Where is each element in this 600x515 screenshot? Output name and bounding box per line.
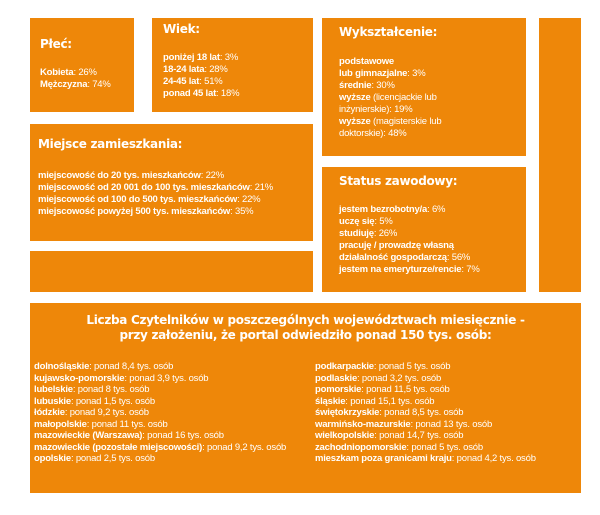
readers-title-line: przy założeniu, że portal odwiedziło ponad 150 tys. osób: — [119, 328, 492, 342]
residence-title: Miejsce zamieszkania: — [38, 137, 183, 151]
employment-label: uczę się — [339, 216, 375, 227]
region-value: ponad 5 tys. osób — [378, 361, 451, 372]
residence-value: 35% — [235, 206, 254, 217]
list-item: opolskie: ponad 2,5 tys. osób — [34, 453, 155, 464]
region-value: ponad 4,2 tys. osób — [456, 453, 536, 464]
region-value: ponad 3,9 tys. osób — [129, 372, 209, 384]
employment-value: 5% — [379, 216, 393, 227]
readers-title — [30, 313, 581, 343]
region-value: ponad 15,1 tys. osób — [350, 395, 435, 407]
residence-value: 22% — [242, 194, 261, 205]
education-label: średnie — [339, 80, 372, 91]
region-value: ponad 5 tys. osób — [411, 441, 483, 453]
list-item: podlaskie: ponad 3,2 tys. osób — [315, 372, 442, 384]
employment-value: 7% — [466, 264, 480, 275]
employment-row: jestem na emeryturze/rencie: 7% — [339, 264, 480, 275]
age-value: 18% — [220, 88, 240, 99]
employment-title: Status zawodowy: — [339, 174, 458, 188]
education-row: średnie: 30% — [339, 80, 395, 91]
education-row — [339, 92, 437, 104]
education-label: lub gimnazjalne — [339, 68, 408, 79]
list-item: wielkopolskie: ponad 14,7 tys. osób — [315, 430, 464, 441]
region-value: ponad 9,2 tys. osób — [206, 441, 287, 453]
readers-title-line: Liczba Czytelników w poszczególnych województwach miesięcznie - — [86, 313, 525, 327]
readers-right-list — [315, 361, 536, 465]
education-label: wyższe — [339, 116, 371, 127]
region-value: ponad 11,5 tys. osób — [366, 384, 450, 395]
list-item: podkarpackie: ponad 5 tys. osób — [315, 361, 451, 372]
region-label: dolnośląskie — [34, 361, 90, 372]
gender-label: Kobieta — [40, 67, 74, 78]
residence-label: miejscowość od 100 do 500 tys. mieszkańców — [38, 194, 238, 205]
age-panel — [152, 18, 313, 112]
employment-label: pracuję / prowadzę własną — [339, 240, 454, 251]
employment-label: jestem bezrobotny/a — [339, 204, 428, 215]
employment-value: 6% — [431, 204, 446, 215]
region-label: opolskie — [34, 453, 71, 464]
education-value: doktorskie): 48% — [339, 128, 407, 139]
region-value: ponad 16 tys. osób — [147, 430, 224, 441]
region-label: pomorskie — [315, 384, 362, 395]
residence-label: miejscowość powyżej 500 tys. mieszkańców — [38, 206, 231, 217]
region-value: ponad 13 tys. osób — [415, 418, 493, 430]
region-label: łódzkie — [34, 407, 65, 418]
region-value: ponad 14,7 tys. osób — [379, 430, 464, 441]
residence-panel — [30, 124, 313, 241]
age-label: ponad 45 lat — [163, 88, 217, 99]
gender-row: Kobieta: 26% — [40, 67, 97, 78]
residence-row: miejscowość od 100 do 500 tys. mieszkańców: 22% — [38, 194, 261, 205]
residence-row: miejscowość do 20 tys. mieszkańców: 22% — [38, 170, 225, 181]
education-row — [339, 116, 441, 128]
gender-label: Mężczyzna — [40, 79, 88, 90]
list-item: kujawsko-pomorskie: ponad 3,9 tys. osób — [34, 372, 209, 384]
residence-value: 21% — [254, 182, 274, 193]
residence-row: miejscowość powyżej 500 tys. mieszkańców: 35% — [38, 206, 254, 217]
employment-label: studiuję — [339, 228, 374, 239]
list-item: mazowieckie (Warszawa): ponad 16 tys. osób — [34, 430, 224, 441]
residence-value: 22% — [205, 170, 225, 181]
decorative-column — [539, 18, 581, 292]
list-item: małopolskie: ponad 11 tys. osób — [34, 418, 168, 430]
list-item: dolnośląskie: ponad 8,4 tys. osób — [34, 361, 174, 372]
age-row: 24-45 lat: 51% — [163, 76, 223, 87]
region-value: ponad 3,2 tys. osób — [361, 372, 442, 384]
region-label: mieszkam poza granicami kraju — [315, 453, 452, 464]
list-item: zachodniopomorskie: ponad 5 tys. osób — [315, 441, 483, 453]
education-label: podstawowe — [339, 56, 395, 67]
age-row: ponad 45 lat: 18% — [163, 88, 240, 99]
list-item: mieszkam poza granicami kraju: ponad 4,2 tys. osób — [315, 453, 536, 464]
age-value: 51% — [204, 76, 223, 87]
region-label: podlaskie — [315, 372, 358, 384]
employment-panel — [322, 167, 526, 292]
education-value: inżynierskie): 19% — [339, 104, 413, 115]
gender-value: 74% — [92, 79, 111, 90]
education-title: Wykształcenie: — [339, 25, 438, 39]
residence-label: miejscowość do 20 tys. mieszkańców — [38, 170, 201, 181]
list-item: mazowieckie (pozostałe miejscowości): ponad 9,2 tys. osób — [34, 441, 287, 453]
education-value: (magisterskie lub — [373, 116, 442, 127]
employment-row: studiuję: 26% — [339, 228, 398, 239]
region-value: ponad 1,5 tys. osób — [75, 395, 155, 407]
education-row: lub gimnazjalne: 3% — [339, 68, 426, 79]
employment-label: działalność gospodarczą — [339, 252, 447, 263]
gender-panel — [30, 18, 134, 112]
region-label: lubuskie — [34, 395, 71, 407]
region-label: mazowieckie (pozostałe miejscowości) — [34, 441, 203, 453]
region-value: ponad 11 tys. osób — [91, 418, 168, 430]
gender-row: Mężczyzna: 74% — [40, 79, 111, 90]
employment-row: działalność gospodarczą: 56% — [339, 252, 471, 263]
residence-row: miejscowość od 20 001 do 100 tys. mieszkańców: 21% — [38, 182, 274, 193]
list-item: lubuskie: ponad 1,5 tys. osób — [34, 395, 155, 407]
region-label: podkarpackie — [315, 361, 374, 372]
age-label: poniżej 18 lat — [163, 52, 220, 63]
region-label: zachodniopomorskie — [315, 441, 407, 453]
region-label: lubelskie — [34, 384, 73, 395]
readers-left-list — [34, 361, 286, 465]
education-value: 30% — [376, 80, 395, 91]
employment-value: 56% — [451, 252, 471, 263]
age-row: 18-24 lata: 28% — [163, 64, 228, 75]
age-label: 18-24 lata — [163, 64, 205, 75]
education-row — [339, 56, 394, 68]
region-label: warmińsko-mazurskie — [315, 418, 411, 430]
region-value: ponad 8,5 tys. osób — [384, 407, 464, 418]
list-item: pomorskie: ponad 11,5 tys. osób — [315, 384, 450, 395]
employment-row: jestem bezrobotny/a: 6% — [339, 204, 446, 215]
region-value: ponad 9,2 tys. osób — [69, 407, 149, 418]
list-item: warmińsko-mazurskie: ponad 13 tys. osób — [315, 418, 493, 430]
education-value: (licencjackie lub — [373, 92, 437, 103]
list-item: śląskie: ponad 15,1 tys. osób — [315, 395, 435, 407]
age-label: 24-45 lat — [163, 76, 200, 87]
region-label: śląskie — [315, 395, 346, 407]
residence-label: miejscowość od 20 001 do 100 tys. mieszkańców — [38, 182, 250, 193]
age-title: Wiek: — [163, 22, 200, 36]
gender-value: 26% — [78, 67, 97, 78]
education-row — [339, 104, 413, 116]
education-row — [339, 128, 407, 140]
list-item: łódzkie: ponad 9,2 tys. osób — [34, 407, 149, 418]
region-label: małopolskie — [34, 418, 87, 430]
employment-row: uczę się: 5% — [339, 216, 393, 227]
gender-title: Płeć: — [40, 37, 72, 51]
employment-label: jestem na emeryturze/rencie — [339, 264, 462, 275]
region-label: wielkopolskie — [315, 430, 375, 441]
list-item: świętokrzyskie: ponad 8,5 tys. osób — [315, 407, 464, 418]
region-label: mazowieckie (Warszawa) — [34, 430, 143, 441]
region-value: ponad 2,5 tys. osób — [75, 453, 155, 464]
age-row: poniżej 18 lat: 3% — [163, 52, 239, 63]
region-label: świętokrzyskie — [315, 407, 380, 418]
education-panel — [322, 18, 526, 156]
age-value: 3% — [224, 52, 239, 63]
education-value: 3% — [412, 68, 426, 79]
region-value: ponad 8,4 tys. osób — [94, 361, 174, 372]
region-label: kujawsko-pomorskie — [34, 372, 125, 384]
age-value: 28% — [209, 64, 228, 75]
employment-row — [339, 240, 454, 252]
education-label: wyższe — [339, 92, 371, 103]
list-item: lubelskie: ponad 8 tys. osób — [34, 384, 150, 395]
readers-panel — [30, 303, 581, 493]
employment-value: 26% — [378, 228, 398, 239]
region-value: ponad 8 tys. osób — [77, 384, 150, 395]
decorative-bar — [30, 251, 313, 292]
